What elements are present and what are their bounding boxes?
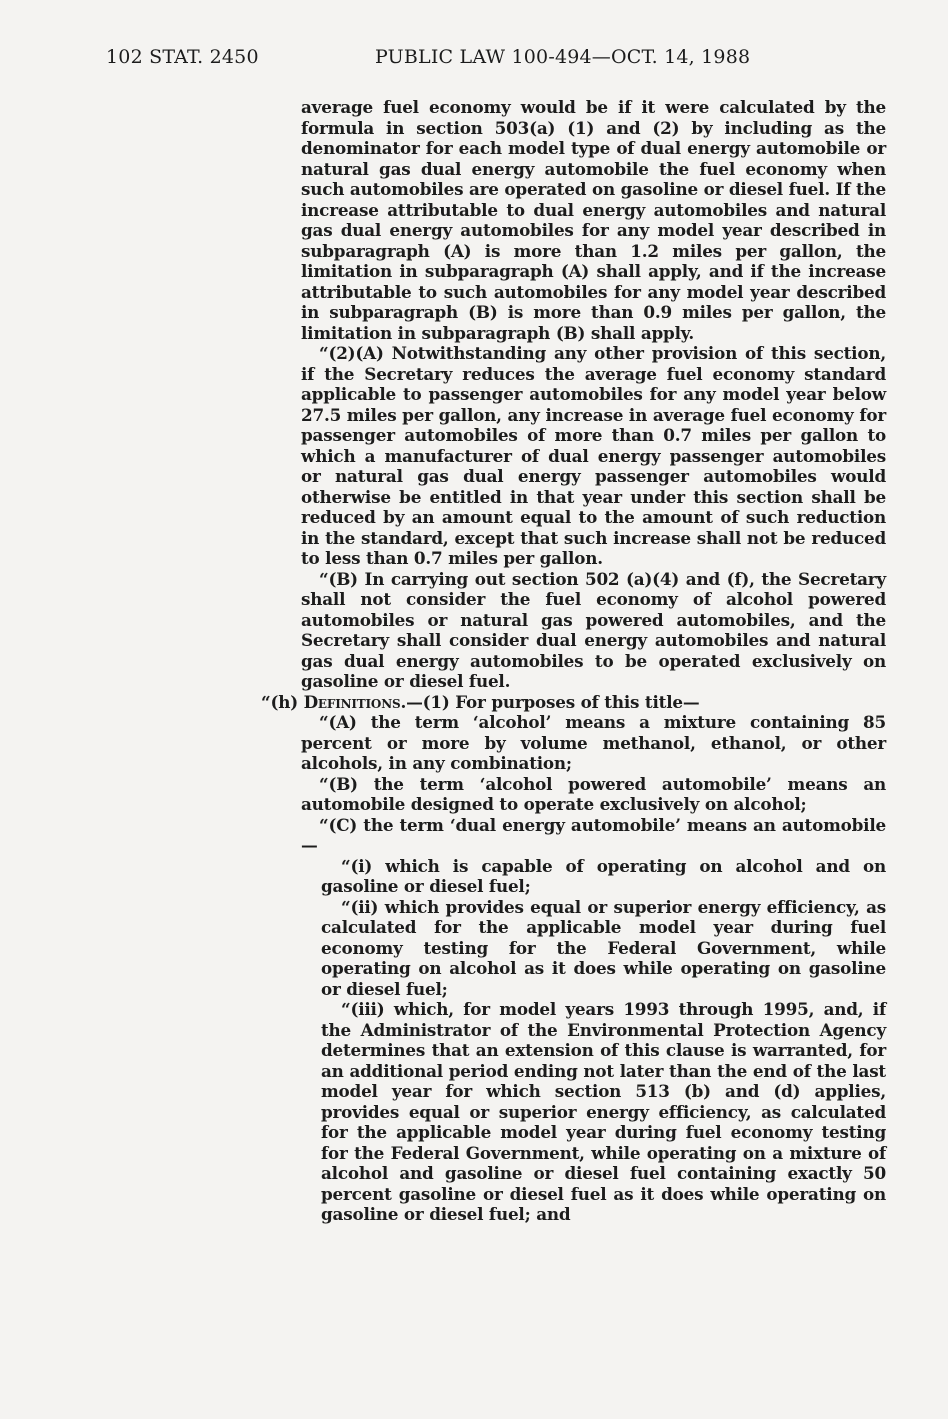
subsection-heading: Definitions (303, 691, 401, 712)
definition-c-dual-energy: “(C) the term ‘dual energy automobile’ means an automobile— (301, 814, 886, 855)
definition-a-alcohol: “(A) the term ‘alcohol’ means a mixture containing 85 percent or more by volume methanol, ethanol, or other alcohols, in any combination; (301, 712, 886, 773)
definitions-heading-paragraph (261, 692, 886, 713)
clause-i: “(i) which is capable of operating on alcohol and on gasoline or diesel fuel; (321, 855, 886, 896)
statute-body (261, 97, 886, 1225)
paragraph-2b: “(B) In carrying out section 502 (a)(4) and (f), the Secretary shall not consider the fuel economy of alcohol powered automobiles or natural gas powered automobiles, and the Secretary shall consider dual energy automobiles and natural gas dual energy automobiles to be operated exclusively on gasoline or diesel fuel. (301, 568, 886, 691)
subsection-prefix: “(h) (261, 691, 304, 712)
running-head: PUBLIC LAW 100-494—OCT. 14, 1988 (375, 46, 751, 68)
paragraph-continuation: average fuel economy would be if it were calculated by the formula in section 503(a) (1) and (2) by including as the denominator for each model type of dual energy automobile or natural gas dual energy automobile the fuel economy when such automobiles are operated on gasoline or diesel fuel. If the increase attributable to dual energy automobiles and natural gas dual energy automobiles for any model year described in subparagraph (A) is more than 1.2 miles per gallon, the limitation in subparagraph (A) shall apply, and if the increase attributable to such automobiles for any model year described in subparagraph (B) is more than 0.9 miles per gallon, the limitation in subparagraph (B) shall apply. (301, 97, 886, 343)
page-citation: 102 STAT. 2450 (106, 46, 259, 68)
clause-ii: “(ii) which provides equal or superior energy efficiency, as calculated for the applicable model year during fuel economy testing for the Federal Government, while operating on alcohol as it does while operating on gasoline or diesel fuel; (321, 896, 886, 999)
subsection-lead: .—(1) For purposes of this title— (400, 691, 700, 712)
clause-iii: “(iii) which, for model years 1993 through 1995, and, if the Administrator of the Environmental Protection Agency determines that an extension of this clause is warranted, for an additional period ending not later than the end of the last model year for which section 513 (b) and (d) applies, provides equal or superior energy efficiency, as calculated for the applicable model year during fuel economy testing for the Federal Government, while operating on a mixture of alcohol and gasoline or diesel fuel containing exactly 50 percent gasoline or diesel fuel as it does while operating on gasoline or diesel fuel; and (321, 999, 886, 1224)
paragraph-2a: “(2)(A) Notwithstanding any other provision of this section, if the Secretary reduces the average fuel economy standard applicable to passenger automobiles for any model year below 27.5 miles per gallon, any increase in average fuel economy for passenger automobiles of more than 0.7 miles per gallon to which a manufacturer of dual energy passenger automobiles or natural gas dual energy passenger automobiles would otherwise be entitled in that year under this section shall be reduced by an amount equal to the amount of such reduction in the standard, except that such increase shall not be reduced to less than 0.7 miles per gallon. (301, 343, 886, 568)
definition-b-alcohol-powered: “(B) the term ‘alcohol powered automobile’ means an automobile designed to operate exclusively on alcohol; (301, 773, 886, 814)
